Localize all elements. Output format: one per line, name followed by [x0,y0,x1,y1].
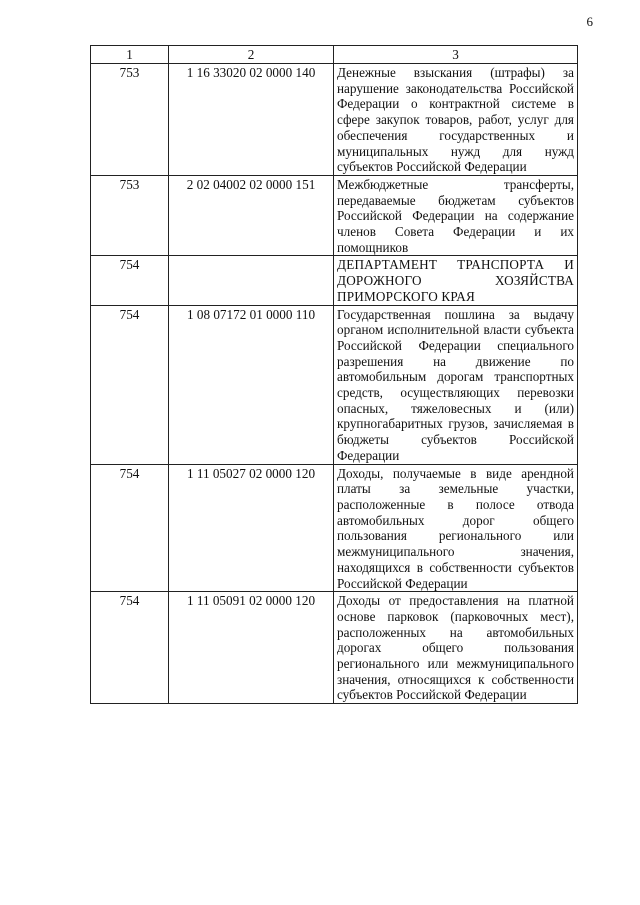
column-header-1: 1 [91,46,169,64]
admin-code-cell: 753 [91,175,169,256]
revenue-code-cell: 2 02 04002 02 0000 151 [169,175,334,256]
revenue-name-cell: Межбюджетные трансферты, передаваемые бюджетам субъектов Российской Федерации на содержание членов Совета Федерации и их помощников [334,175,578,256]
table-row [91,175,578,256]
table-row [91,305,578,464]
admin-code-cell: 754 [91,256,169,305]
column-header-3: 3 [334,46,578,64]
admin-code-cell: 754 [91,464,169,592]
budget-revenue-table [90,45,578,704]
revenue-name-cell: Доходы от предоставления на платной основе парковок (парковочных мест), расположенных на автомобильных дорогах общего пользования регионального или межмуниципального значения, относящихся к собственности субъектов Российской Федерации [334,592,578,704]
table-row [91,64,578,176]
revenue-code-cell: 1 11 05091 02 0000 120 [169,592,334,704]
page-number: 6 [586,14,593,29]
admin-code-cell: 754 [91,592,169,704]
revenue-code-cell [169,256,334,305]
admin-code-cell: 754 [91,305,169,464]
revenue-name-cell: Доходы, получаемые в виде арендной платы за земельные участки, расположенные в полосе отвода автомобильных дорог общего пользования регионального или межмуниципального значения, находящихся в собственности субъектов Российской Федерации [334,464,578,592]
revenue-code-cell: 1 16 33020 02 0000 140 [169,64,334,176]
column-header-2: 2 [169,46,334,64]
revenue-name-cell: Государственная пошлина за выдачу органом исполнительной власти субъекта Российской Федерации специального разрешения на движение по автомобильным дорогам транспортных средств, осуществляющих перевозки опасных, тяжеловесных и (или) крупногабаритных грузов, зачисляемая в бюджеты субъектов Российской Федерации [334,305,578,464]
admin-code-cell: 753 [91,64,169,176]
table-row [91,256,578,305]
table-row [91,464,578,592]
department-name-cell: ДЕПАРТАМЕНТ ТРАНСПОРТА И ДОРОЖНОГО ХОЗЯЙСТВА ПРИМОРСКОГО КРАЯ [334,256,578,305]
revenue-name-cell: Денежные взыскания (штрафы) за нарушение законодательства Российской Федерации о контрактной системе в сфере закупок товаров, работ, услуг для обеспечения государственных и муниципальных нужд для нужд субъектов Российской Федерации [334,64,578,176]
table-header-row [91,46,578,64]
revenue-code-cell: 1 11 05027 02 0000 120 [169,464,334,592]
revenue-code-cell: 1 08 07172 01 0000 110 [169,305,334,464]
table-row [91,592,578,704]
